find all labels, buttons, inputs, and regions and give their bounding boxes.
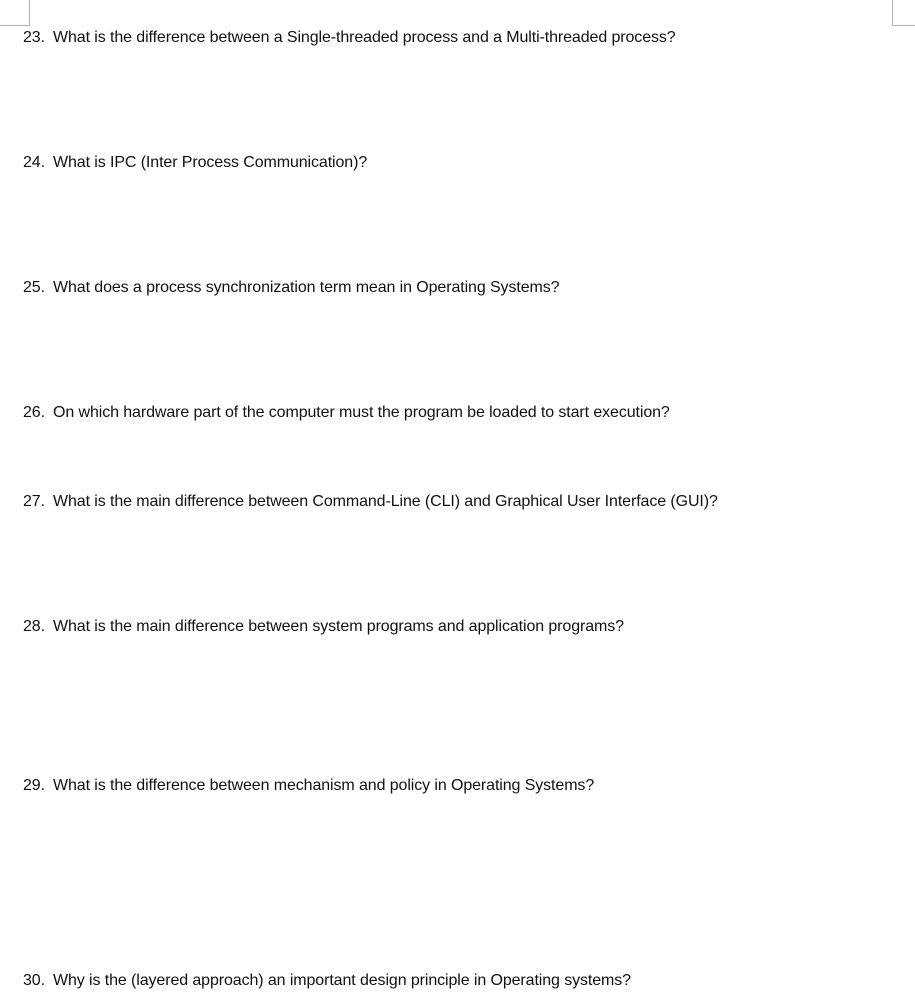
question-number: 25. bbox=[23, 279, 45, 296]
page-corner-mark-left bbox=[0, 0, 30, 26]
question-text: What is the main difference between Command-Line (CLI) and Graphical User Interface (GUI)? bbox=[53, 493, 718, 510]
question-number: 30. bbox=[23, 972, 45, 989]
question-25 bbox=[23, 278, 559, 298]
question-29 bbox=[23, 776, 594, 796]
question-text: What is the difference between a Single-threaded process and a Multi-threaded process? bbox=[53, 29, 676, 46]
question-number: 24. bbox=[23, 154, 45, 171]
question-text: What is the main difference between system programs and application programs? bbox=[53, 618, 624, 635]
question-28 bbox=[23, 617, 624, 637]
question-text: On which hardware part of the computer must the program be loaded to start execution? bbox=[53, 404, 670, 421]
question-text: What does a process synchronization term mean in Operating Systems? bbox=[53, 279, 560, 296]
question-text: What is IPC (Inter Process Communication)? bbox=[53, 154, 368, 171]
question-24 bbox=[23, 153, 367, 173]
question-text: What is the difference between mechanism and policy in Operating Systems? bbox=[53, 777, 595, 794]
question-number: 29. bbox=[23, 777, 45, 794]
question-number: 28. bbox=[23, 618, 45, 635]
page-corner-mark-right bbox=[892, 0, 915, 26]
question-number: 26. bbox=[23, 404, 45, 421]
question-26 bbox=[23, 403, 670, 423]
question-30 bbox=[23, 971, 631, 991]
question-27 bbox=[23, 492, 718, 512]
question-number: 27. bbox=[23, 493, 45, 510]
question-text: Why is the (layered approach) an important design principle in Operating systems? bbox=[53, 972, 631, 989]
question-number: 23. bbox=[23, 29, 45, 46]
question-23 bbox=[23, 28, 676, 48]
